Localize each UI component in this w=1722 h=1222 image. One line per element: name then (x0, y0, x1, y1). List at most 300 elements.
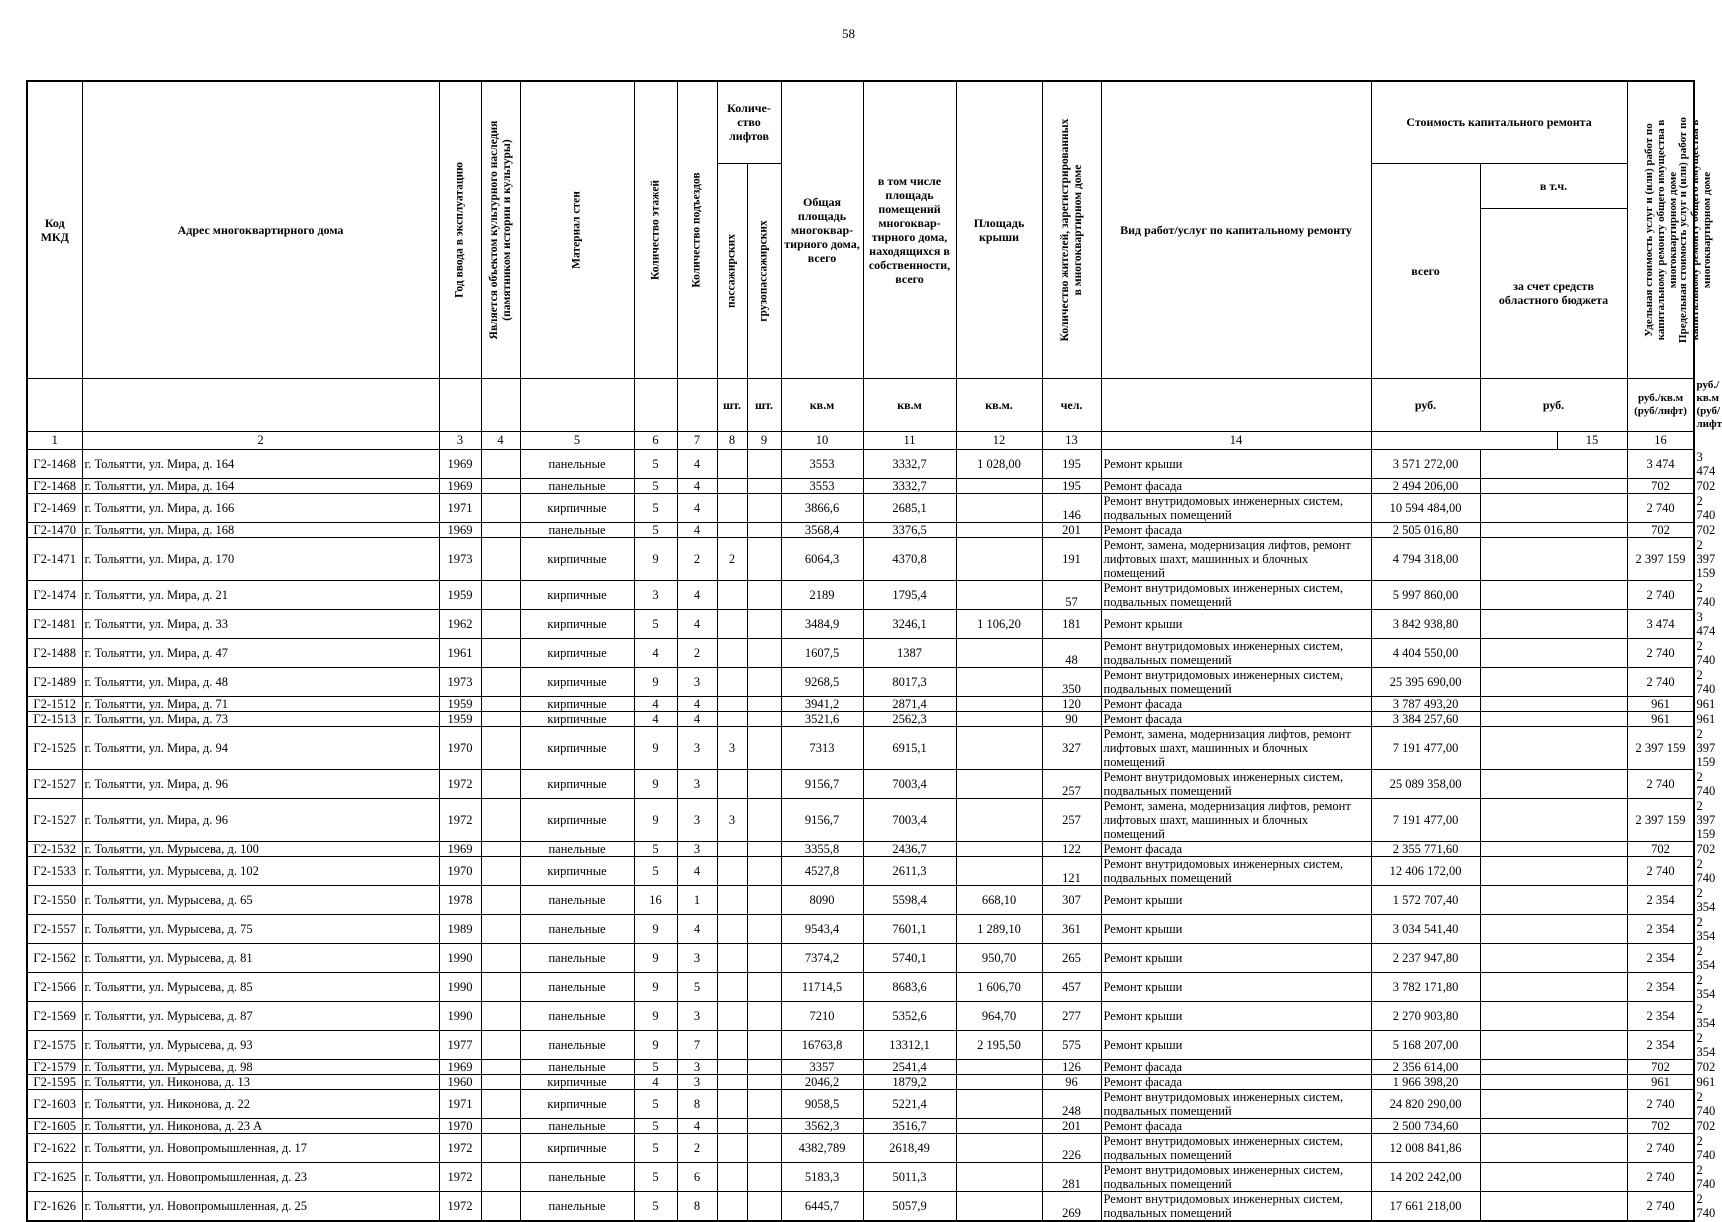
row-owned-area: 3376,5 (863, 522, 956, 537)
row-unit-cost: 702 (1627, 1118, 1694, 1133)
row-floors: 16 (634, 885, 677, 914)
row-heritage (481, 1191, 520, 1221)
row-wall: кирпичные (520, 609, 634, 638)
row-address: г. Тольятти, ул. Мурысева, д. 81 (82, 943, 439, 972)
row-regional (1480, 1162, 1627, 1191)
row-owned-area: 13312,1 (863, 1030, 956, 1059)
row-total-area: 2189 (781, 580, 863, 609)
header-lifts: Количе-ство лифтов (717, 81, 781, 163)
row-cost: 3 782 171,80 (1371, 972, 1480, 1001)
row-regional (1480, 1133, 1627, 1162)
row-total-area: 3866,6 (781, 493, 863, 522)
row-regional (1480, 914, 1627, 943)
row-heritage (481, 1030, 520, 1059)
row-lifts-passenger (717, 769, 747, 798)
row-wall: панельные (520, 1162, 634, 1191)
row-entrances: 6 (677, 1162, 717, 1191)
row-cost: 1 572 707,40 (1371, 885, 1480, 914)
unit-empty-4 (481, 378, 520, 431)
header-cost: Стоимость капитального ремонта (1371, 81, 1627, 163)
row-cost: 2 237 947,80 (1371, 943, 1480, 972)
row-unit-cost: 2 740 (1627, 1191, 1694, 1221)
row-lifts-passenger (717, 449, 747, 478)
row-residents: 191 (1042, 537, 1101, 580)
row-cost: 24 820 290,00 (1371, 1089, 1480, 1118)
row-entrances: 4 (677, 696, 717, 711)
row-lifts-cargo (747, 798, 781, 841)
row-lifts-passenger (717, 1030, 747, 1059)
row-unit-cost: 702 (1627, 841, 1694, 856)
colnum: 14 (1101, 431, 1371, 449)
row-regional (1480, 1074, 1627, 1089)
row-entrances: 7 (677, 1030, 717, 1059)
row-total-area: 3553 (781, 449, 863, 478)
row-total-area: 8090 (781, 885, 863, 914)
row-floors: 5 (634, 478, 677, 493)
row-owned-area: 2685,1 (863, 493, 956, 522)
row-cost: 3 842 938,80 (1371, 609, 1480, 638)
row-code: Г2-1481 (27, 609, 82, 638)
row-work: Ремонт, замена, модернизация лифтов, ремонт лифтовых шахт, машинных и блочных помещений (1101, 798, 1371, 841)
row-total-area: 3568,4 (781, 522, 863, 537)
row-total-area: 11714,5 (781, 972, 863, 1001)
row-entrances: 2 (677, 537, 717, 580)
row-address: г. Тольятти, ул. Мурысева, д. 85 (82, 972, 439, 1001)
row-heritage (481, 1001, 520, 1030)
row-unit-cost: 961 (1627, 1074, 1694, 1089)
row-lifts-cargo (747, 1074, 781, 1089)
row-lifts-passenger (717, 1191, 747, 1221)
table-row: Г2-1575 г. Тольятти, ул. Мурысева, д. 93 1977 панельные 9 7 16763,8 13312,1 2 195,50 575 Ремонт крыши 5 168 207,00 2 354 2 354 (27, 1030, 1694, 1059)
row-floors: 9 (634, 798, 677, 841)
header-year: Год ввода в эксплуатацию (439, 81, 481, 378)
row-address: г. Тольятти, ул. Мира, д. 164 (82, 478, 439, 493)
row-unit-cost: 2 740 (1627, 769, 1694, 798)
row-regional (1480, 609, 1627, 638)
colnum: 16 (1627, 431, 1694, 449)
row-residents: 122 (1042, 841, 1101, 856)
row-lifts-passenger (717, 885, 747, 914)
row-heritage (481, 1059, 520, 1074)
row-year: 1961 (439, 638, 481, 667)
row-owned-area: 1387 (863, 638, 956, 667)
row-entrances: 3 (677, 943, 717, 972)
row-floors: 4 (634, 711, 677, 726)
row-lifts-passenger (717, 522, 747, 537)
header-lifts-passenger: пассажирских (717, 163, 747, 378)
colnum: 13 (1042, 431, 1101, 449)
row-owned-area: 3516,7 (863, 1118, 956, 1133)
row-unit-cost: 2 354 (1627, 1001, 1694, 1030)
row-cost: 3 384 257,60 (1371, 711, 1480, 726)
row-regional (1480, 943, 1627, 972)
row-floors: 9 (634, 726, 677, 769)
row-floors: 9 (634, 972, 677, 1001)
row-owned-area: 7601,1 (863, 914, 956, 943)
row-work: Ремонт внутридомовых инженерных систем, подвальных помещений (1101, 1191, 1371, 1221)
row-wall: кирпичные (520, 798, 634, 841)
row-unit-cost: 2 740 (1627, 493, 1694, 522)
row-year: 1972 (439, 798, 481, 841)
row-wall: панельные (520, 522, 634, 537)
row-cost: 3 034 541,40 (1371, 914, 1480, 943)
row-heritage (481, 841, 520, 856)
row-total-area: 5183,3 (781, 1162, 863, 1191)
header-roof-area: Площадь крыши (956, 81, 1042, 378)
row-wall: панельные (520, 885, 634, 914)
row-heritage (481, 711, 520, 726)
row-residents: 257 (1042, 798, 1101, 841)
row-roof-area (956, 667, 1042, 696)
row-unit-cost: 2 354 (1627, 943, 1694, 972)
row-heritage (481, 667, 520, 696)
row-address: г. Тольятти, ул. Мурысева, д. 102 (82, 856, 439, 885)
row-residents: 248 (1042, 1089, 1101, 1118)
row-address: г. Тольятти, ул. Мира, д. 71 (82, 696, 439, 711)
row-year: 1973 (439, 667, 481, 696)
row-address: г. Тольятти, ул. Мира, д. 166 (82, 493, 439, 522)
row-year: 1972 (439, 1191, 481, 1221)
row-unit-cost: 2 354 (1627, 972, 1694, 1001)
row-code: Г2-1605 (27, 1118, 82, 1133)
table-row: Г2-1470 г. Тольятти, ул. Мира, д. 168 1969 панельные 5 4 3568,4 3376,5 201 Ремонт фасада 2 505 016,80 702 702 (27, 522, 1694, 537)
colnum: 1 (27, 431, 82, 449)
row-regional (1480, 972, 1627, 1001)
row-code: Г2-1603 (27, 1089, 82, 1118)
row-lifts-cargo (747, 1089, 781, 1118)
row-total-area: 6064,3 (781, 537, 863, 580)
row-year: 1959 (439, 696, 481, 711)
row-code: Г2-1557 (27, 914, 82, 943)
header-residents: Количество жителей, зарегистрированных в многоквартирном доме (1042, 81, 1101, 378)
row-owned-area: 3332,7 (863, 478, 956, 493)
row-residents: 195 (1042, 478, 1101, 493)
row-floors: 4 (634, 638, 677, 667)
row-unit-cost: 2 354 (1627, 914, 1694, 943)
unit-rub-total: руб. (1371, 378, 1480, 431)
header-floors: Количество этажей (634, 81, 677, 378)
row-regional (1480, 1059, 1627, 1074)
row-entrances: 4 (677, 478, 717, 493)
row-residents: 575 (1042, 1030, 1101, 1059)
row-roof-area: 1 289,10 (956, 914, 1042, 943)
row-lifts-passenger (717, 1001, 747, 1030)
row-work: Ремонт внутридомовых инженерных систем, подвальных помещений (1101, 493, 1371, 522)
header-unit-cost: Удельная стоимость услуг и (или) работ по капитальному ремонту общего имущества в многоквартирном доме (1627, 81, 1694, 378)
row-work: Ремонт крыши (1101, 609, 1371, 638)
row-total-area: 16763,8 (781, 1030, 863, 1059)
row-floors: 9 (634, 1001, 677, 1030)
row-residents: 265 (1042, 943, 1101, 972)
unit-rub-regional: руб. (1480, 378, 1627, 431)
table-row: Г2-1468 г. Тольятти, ул. Мира, д. 164 1969 панельные 5 4 3553 3332,7 1 028,00 195 Ремонт крыши 3 571 272,00 3 474 3 474 (27, 449, 1694, 478)
row-roof-area: 950,70 (956, 943, 1042, 972)
row-heritage (481, 1074, 520, 1089)
row-entrances: 3 (677, 798, 717, 841)
row-code: Г2-1626 (27, 1191, 82, 1221)
row-residents: 121 (1042, 856, 1101, 885)
row-lifts-passenger: 3 (717, 726, 747, 769)
unit-sqm-owned: кв.м (863, 378, 956, 431)
row-code: Г2-1471 (27, 537, 82, 580)
row-entrances: 3 (677, 841, 717, 856)
row-wall: панельные (520, 478, 634, 493)
row-code: Г2-1579 (27, 1059, 82, 1074)
row-lifts-cargo (747, 769, 781, 798)
row-owned-area: 4370,8 (863, 537, 956, 580)
row-address: г. Тольятти, ул. Мира, д. 47 (82, 638, 439, 667)
row-address: г. Тольятти, ул. Мурысева, д. 75 (82, 914, 439, 943)
row-residents: 126 (1042, 1059, 1101, 1074)
row-code: Г2-1525 (27, 726, 82, 769)
row-lifts-cargo (747, 972, 781, 1001)
row-entrances: 4 (677, 609, 717, 638)
row-owned-area: 8683,6 (863, 972, 956, 1001)
row-total-area: 9058,5 (781, 1089, 863, 1118)
row-unit-cost: 3 474 (1627, 449, 1694, 478)
row-code: Г2-1512 (27, 696, 82, 711)
header-code: Код МКД (27, 81, 82, 378)
row-total-area: 7210 (781, 1001, 863, 1030)
header-total-area: Общая площадь многоквар-тирного дома, всего (781, 81, 863, 378)
row-work: Ремонт фасада (1101, 711, 1371, 726)
row-unit-cost: 2 354 (1627, 1030, 1694, 1059)
row-cost: 25 395 690,00 (1371, 667, 1480, 696)
row-roof-area (956, 696, 1042, 711)
row-wall: панельные (520, 972, 634, 1001)
row-entrances: 8 (677, 1191, 717, 1221)
row-regional (1480, 493, 1627, 522)
row-address: г. Тольятти, ул. Мира, д. 96 (82, 798, 439, 841)
table-row: Г2-1527 г. Тольятти, ул. Мира, д. 96 1972 кирпичные 9 3 3 9156,7 7003,4 257 Ремонт, замена, модернизация лифтов, ремонт лифтовых шахт, машинных и блочных помещений 7 191 477,00 2 397 159 2 397 159 (27, 798, 1694, 841)
row-heritage (481, 914, 520, 943)
row-heritage (481, 609, 520, 638)
row-residents: 361 (1042, 914, 1101, 943)
row-regional (1480, 537, 1627, 580)
row-lifts-passenger (717, 856, 747, 885)
row-roof-area (956, 1118, 1042, 1133)
colnum: 8 (717, 431, 747, 449)
row-year: 1990 (439, 1001, 481, 1030)
row-entrances: 4 (677, 522, 717, 537)
row-cost: 2 505 016,80 (1371, 522, 1480, 537)
row-code: Г2-1468 (27, 478, 82, 493)
row-regional (1480, 711, 1627, 726)
row-work: Ремонт внутридомовых инженерных систем, подвальных помещений (1101, 1133, 1371, 1162)
table-row: Г2-1557 г. Тольятти, ул. Мурысева, д. 75 1989 панельные 9 4 9543,4 7601,1 1 289,10 361 Ремонт крыши 3 034 541,40 2 354 2 354 (27, 914, 1694, 943)
row-heritage (481, 493, 520, 522)
row-entrances: 5 (677, 972, 717, 1001)
row-total-area: 3484,9 (781, 609, 863, 638)
colnum: 3 (439, 431, 481, 449)
table-row: Г2-1525 г. Тольятти, ул. Мира, д. 94 1970 кирпичные 9 3 3 7313 6915,1 327 Ремонт, замена, модернизация лифтов, ремонт лифтовых шахт, машинных и блочных помещений 7 191 477,00 2 397 159 2 397 159 (27, 726, 1694, 769)
row-entrances: 4 (677, 856, 717, 885)
row-code: Г2-1513 (27, 711, 82, 726)
row-residents: 195 (1042, 449, 1101, 478)
row-owned-area: 7003,4 (863, 798, 956, 841)
row-floors: 5 (634, 856, 677, 885)
row-work: Ремонт, замена, модернизация лифтов, ремонт лифтовых шахт, машинных и блочных помещений (1101, 537, 1371, 580)
row-code: Г2-1575 (27, 1030, 82, 1059)
row-residents: 277 (1042, 1001, 1101, 1030)
row-year: 1990 (439, 972, 481, 1001)
row-unit-cost: 2 740 (1627, 580, 1694, 609)
row-work: Ремонт крыши (1101, 972, 1371, 1001)
header-work-type: Вид работ/услуг по капитальному ремонту (1101, 81, 1371, 378)
row-residents: 327 (1042, 726, 1101, 769)
row-address: г. Тольятти, ул. Новопромышленная, д. 25 (82, 1191, 439, 1221)
colnum: 12 (956, 431, 1042, 449)
row-wall: панельные (520, 1030, 634, 1059)
row-floors: 9 (634, 667, 677, 696)
row-floors: 5 (634, 1133, 677, 1162)
row-floors: 5 (634, 1162, 677, 1191)
table-row: Г2-1626 г. Тольятти, ул. Новопромышленная, д. 25 1972 панельные 5 8 6445,7 5057,9 269 Ремонт внутридомовых инженерных систем, подвальных помещений 17 661 218,00 2 740 2 740 (27, 1191, 1694, 1221)
table-row: Г2-1569 г. Тольятти, ул. Мурысева, д. 87 1990 панельные 9 3 7210 5352,6 964,70 277 Ремонт крыши 2 270 903,80 2 354 2 354 (27, 1001, 1694, 1030)
row-work: Ремонт внутридомовых инженерных систем, подвальных помещений (1101, 856, 1371, 885)
row-unit-cost: 2 740 (1627, 856, 1694, 885)
row-work: Ремонт крыши (1101, 885, 1371, 914)
row-lifts-cargo (747, 522, 781, 537)
row-roof-area (956, 856, 1042, 885)
colnum: 15 (1557, 431, 1627, 449)
row-wall: кирпичные (520, 696, 634, 711)
row-wall: панельные (520, 943, 634, 972)
row-total-area: 1607,5 (781, 638, 863, 667)
row-address: г. Тольятти, ул. Мира, д. 73 (82, 711, 439, 726)
row-floors: 3 (634, 580, 677, 609)
row-roof-area (956, 1191, 1042, 1221)
row-cost: 12 008 841,86 (1371, 1133, 1480, 1162)
row-heritage (481, 943, 520, 972)
unit-sqm-total: кв.м (781, 378, 863, 431)
colnum: 11 (863, 431, 956, 449)
unit-empty-5 (520, 378, 634, 431)
row-roof-area (956, 638, 1042, 667)
row-code: Г2-1488 (27, 638, 82, 667)
row-cost: 2 356 614,00 (1371, 1059, 1480, 1074)
row-roof-area (956, 478, 1042, 493)
header-owned-area: в том числе площадь помещений многоквар-тирного дома, находящихся в собственности, всего (863, 81, 956, 378)
row-regional (1480, 1030, 1627, 1059)
row-cost: 2 270 903,80 (1371, 1001, 1480, 1030)
row-total-area: 3357 (781, 1059, 863, 1074)
row-address: г. Тольятти, ул. Никонова, д. 13 (82, 1074, 439, 1089)
row-address: г. Тольятти, ул. Мурысева, д. 98 (82, 1059, 439, 1074)
row-heritage (481, 972, 520, 1001)
colnum: 4 (481, 431, 520, 449)
row-work: Ремонт внутридомовых инженерных систем, подвальных помещений (1101, 769, 1371, 798)
row-lifts-passenger (717, 609, 747, 638)
row-roof-area: 1 028,00 (956, 449, 1042, 478)
row-total-area: 7313 (781, 726, 863, 769)
table-row: Г2-1622 г. Тольятти, ул. Новопромышленная, д. 17 1972 кирпичные 5 2 4382,789 2618,49 226 Ремонт внутридомовых инженерных систем, подвальных помещений 12 008 841,86 2 740 2 740 (27, 1133, 1694, 1162)
row-total-area: 4527,8 (781, 856, 863, 885)
table-row: Г2-1471 г. Тольятти, ул. Мира, д. 170 1973 кирпичные 9 2 2 6064,3 4370,8 191 Ремонт, замена, модернизация лифтов, ремонт лифтовых шахт, машинных и блочных помещений 4 794 318,00 2 397 159 2 397 159 (27, 537, 1694, 580)
row-residents: 90 (1042, 711, 1101, 726)
row-regional (1480, 769, 1627, 798)
row-work: Ремонт фасада (1101, 1074, 1371, 1089)
row-roof-area: 668,10 (956, 885, 1042, 914)
row-cost: 2 494 206,00 (1371, 478, 1480, 493)
row-lifts-cargo (747, 537, 781, 580)
row-year: 1978 (439, 885, 481, 914)
row-owned-area: 2871,4 (863, 696, 956, 711)
row-heritage (481, 885, 520, 914)
row-address: г. Тольятти, ул. Мира, д. 170 (82, 537, 439, 580)
row-regional (1480, 638, 1627, 667)
row-lifts-passenger: 2 (717, 537, 747, 580)
row-residents: 257 (1042, 769, 1101, 798)
row-total-area: 3521,6 (781, 711, 863, 726)
row-entrances: 2 (677, 1133, 717, 1162)
row-cost: 5 168 207,00 (1371, 1030, 1480, 1059)
row-entrances: 8 (677, 1089, 717, 1118)
row-unit-cost: 2 740 (1627, 1089, 1694, 1118)
row-year: 1959 (439, 580, 481, 609)
row-lifts-passenger (717, 1059, 747, 1074)
row-lifts-cargo (747, 493, 781, 522)
row-year: 1970 (439, 1118, 481, 1133)
row-code: Г2-1550 (27, 885, 82, 914)
row-roof-area (956, 580, 1042, 609)
row-year: 1971 (439, 493, 481, 522)
row-address: г. Тольятти, ул. Мурысева, д. 87 (82, 1001, 439, 1030)
row-cost: 17 661 218,00 (1371, 1191, 1480, 1221)
unit-empty-2 (82, 378, 439, 431)
row-code: Г2-1562 (27, 943, 82, 972)
row-code: Г2-1470 (27, 522, 82, 537)
row-floors: 9 (634, 1030, 677, 1059)
row-regional (1480, 1089, 1627, 1118)
column-number-row (27, 431, 1694, 449)
row-code: Г2-1532 (27, 841, 82, 856)
row-regional (1480, 1001, 1627, 1030)
row-wall: панельные (520, 449, 634, 478)
colnum: 10 (781, 431, 863, 449)
row-lifts-passenger (717, 1118, 747, 1133)
row-regional (1480, 667, 1627, 696)
row-residents: 350 (1042, 667, 1101, 696)
row-owned-area: 2541,4 (863, 1059, 956, 1074)
row-work: Ремонт фасада (1101, 1059, 1371, 1074)
row-cost: 7 191 477,00 (1371, 726, 1480, 769)
row-heritage (481, 522, 520, 537)
row-residents: 57 (1042, 580, 1101, 609)
row-entrances: 3 (677, 769, 717, 798)
row-wall: кирпичные (520, 580, 634, 609)
row-entrances: 4 (677, 449, 717, 478)
row-code: Г2-1527 (27, 769, 82, 798)
table-row: Г2-1489 г. Тольятти, ул. Мира, д. 48 1973 кирпичные 9 3 9268,5 8017,3 350 Ремонт внутридомовых инженерных систем, подвальных помещений 25 395 690,00 2 740 2 740 (27, 667, 1694, 696)
row-entrances: 4 (677, 914, 717, 943)
row-lifts-cargo (747, 885, 781, 914)
row-cost: 5 997 860,00 (1371, 580, 1480, 609)
header-cost-total: всего (1371, 163, 1480, 378)
row-entrances: 3 (677, 1001, 717, 1030)
table-row: Г2-1625 г. Тольятти, ул. Новопромышленная, д. 23 1972 панельные 5 6 5183,3 5011,3 281 Ремонт внутридомовых инженерных систем, подвальных помещений 14 202 242,00 2 740 2 740 (27, 1162, 1694, 1191)
row-year: 1962 (439, 609, 481, 638)
row-lifts-cargo (747, 1059, 781, 1074)
row-heritage (481, 478, 520, 493)
row-year: 1970 (439, 856, 481, 885)
row-address: г. Тольятти, ул. Мира, д. 96 (82, 769, 439, 798)
table-row: Г2-1527 г. Тольятти, ул. Мира, д. 96 1972 кирпичные 9 3 9156,7 7003,4 257 Ремонт внутридомовых инженерных систем, подвальных помещений 25 089 358,00 2 740 2 740 (27, 769, 1694, 798)
row-lifts-passenger (717, 493, 747, 522)
row-lifts-cargo (747, 478, 781, 493)
row-year: 1969 (439, 478, 481, 493)
row-unit-cost: 702 (1627, 478, 1694, 493)
